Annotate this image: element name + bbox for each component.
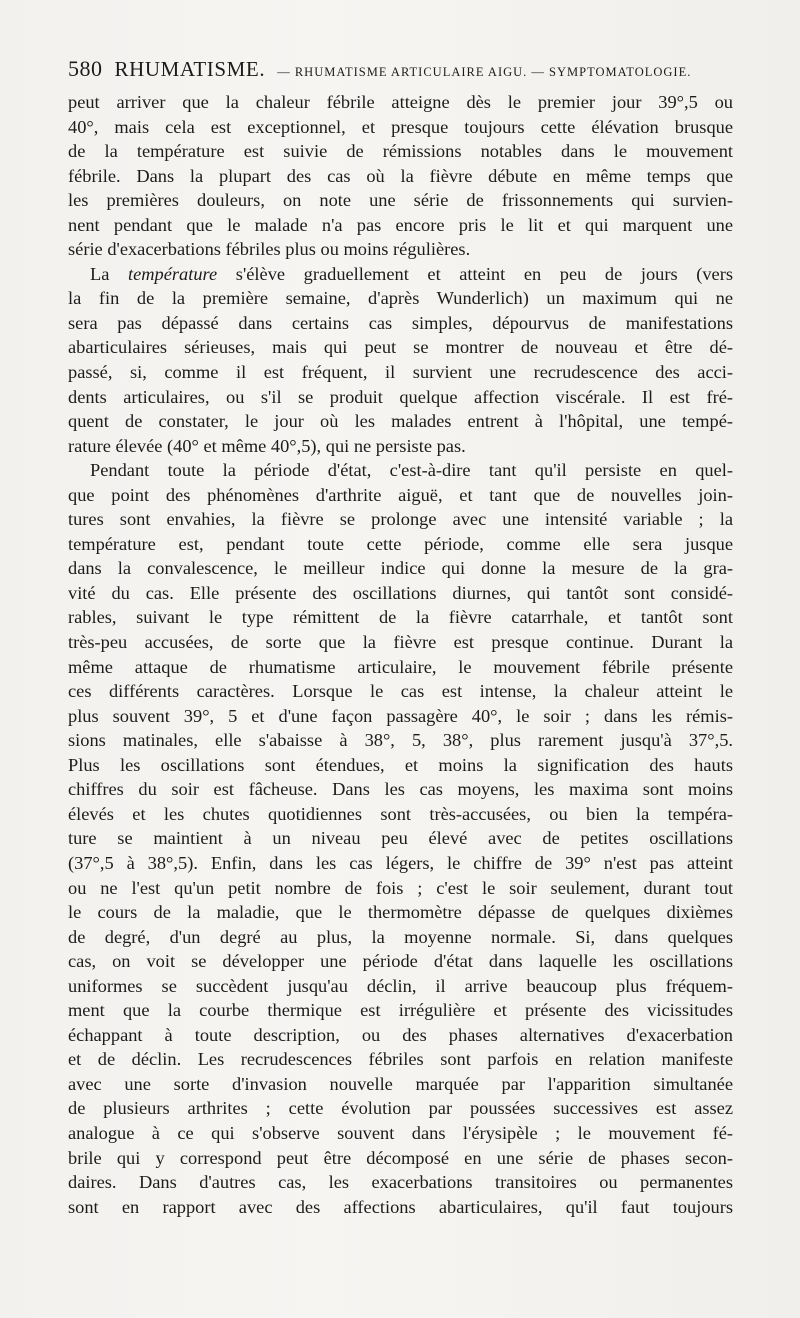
text-line: (37°,5 à 38°,5). Enfin, dans les cas légers, le chiffre de 39° n'est pas atteint xyxy=(68,852,733,873)
italic-term: température xyxy=(127,263,218,284)
text-line: cas, on voit se développer une période d'état dans laquelle les oscillations xyxy=(68,951,733,972)
text-line: plus souvent 39°, 5 et d'une façon passagère 40°, le soir ; dans les rémis- xyxy=(68,705,733,726)
text-line: vité du cas. Elle présente des oscillations diurnes, qui tantôt sont considé- xyxy=(68,582,733,603)
text-line: analogue à ce qui s'observe souvent dans l'érysipèle ; le mouvement fé- xyxy=(68,1122,733,1143)
text-line: température est, pendant toute cette période, comme elle sera jusque xyxy=(68,533,733,554)
text-line: dents articulaires, ou s'il se produit quelque affection viscérale. Il est fré- xyxy=(68,386,733,407)
text-line: de plusieurs arthrites ; cette évolution par poussées successives est assez xyxy=(68,1098,733,1119)
text-line: passé, si, comme il est fréquent, il survient une recrudescence des acci- xyxy=(68,362,733,383)
text-line: les premières douleurs, on note une série de frissonnements qui survien- xyxy=(68,190,733,211)
text-line: sont en rapport avec des affections abarticulaires, qu'il faut toujours xyxy=(68,1196,733,1217)
text-line: La température s'élève graduellement et atteint en peu de jours (vers xyxy=(90,263,733,284)
text-line: peut arriver que la chaleur fébrile atteigne dès le premier jour 39°,5 ou xyxy=(68,92,733,112)
text-line: 40°, mais cela est exceptionnel, et presque toujours cette élévation brusque xyxy=(68,116,733,137)
text-line: très-peu accusées, de sorte que la fièvre est presque continue. Durant la xyxy=(68,632,733,653)
text-line: de degré, d'un degré au plus, la moyenne normale. Si, dans quelques xyxy=(68,926,733,947)
text-line: élevés et les chutes quotidiennes sont très-accusées, ou bien la tempéra- xyxy=(68,803,733,824)
page-number: 580 xyxy=(68,56,103,81)
text-line: abarticulaires sérieuses, mais qui peut se montrer de nouveau et être dé- xyxy=(68,337,733,358)
text-line: rables, suivant le type rémittent de la fièvre catarrhale, et tantôt sont xyxy=(68,607,733,628)
text-line: uniformes se succèdent jusqu'au déclin, il arrive beaucoup plus fréquem- xyxy=(68,975,733,996)
text-line: daires. Dans d'autres cas, les exacerbations transitoires ou permanentes xyxy=(68,1172,733,1193)
header-title: RHUMATISME. xyxy=(114,57,266,81)
text-line: la fin de la première semaine, d'après Wunderlich) un maximum qui ne xyxy=(68,288,733,309)
text-line: fébrile. Dans la plupart des cas où la fièvre débute en même temps que xyxy=(68,165,733,186)
body-text xyxy=(68,90,733,1219)
text-line: brile qui y correspond peut être décomposé en une série de phases secon- xyxy=(68,1147,733,1168)
text-line: nent pendant que le malade n'a pas encore pris le lit et qui marquent une xyxy=(68,214,733,235)
text-line: échappant à toute description, ou des phases alternatives d'exacerbation xyxy=(68,1024,733,1045)
header-subtitle: — RHUMATISME ARTICULAIRE AIGU. — SYMPTOMATOLOGIE. xyxy=(277,65,692,79)
text-line: ou ne l'est qu'un petit nombre de fois ; c'est le soir seulement, durant tout xyxy=(68,877,733,898)
text-line: Pendant toute la période d'état, c'est-à-dire tant qu'il persiste en quel- xyxy=(90,460,733,481)
text-line: dans la convalescence, le meilleur indice qui donne la mesure de la gra- xyxy=(68,558,733,579)
text-line: série d'exacerbations fébriles plus ou moins régulières. xyxy=(68,239,471,260)
text-line: et de déclin. Les recrudescences fébriles sont parfois en relation manifeste xyxy=(68,1049,733,1070)
text-line: chiffres du soir est fâcheuse. Dans les cas moyens, les maxima sont moins xyxy=(68,779,733,800)
text-line: que point des phénomènes d'arthrite aiguë, et tant que de nouvelles join- xyxy=(68,484,733,505)
text-line: ture se maintient à un niveau peu élevé avec de petites oscillations xyxy=(68,828,733,849)
text-line: Plus les oscillations sont étendues, et moins la signification des hauts xyxy=(68,754,733,775)
text-line: le cours de la maladie, que le thermomètre dépasse de quelques dixièmes xyxy=(68,902,733,923)
text-line: quent de constater, le jour où les malades entrent à l'hôpital, une tempé- xyxy=(68,411,733,432)
text-line: même attaque de rhumatisme articulaire, le mouvement fébrile présente xyxy=(68,656,733,677)
text-line: de la température est suivie de rémissions notables dans le mouvement xyxy=(68,141,733,162)
text-line: sions matinales, elle s'abaisse à 38°, 5, 38°, plus rarement jusqu'à 37°,5. xyxy=(68,730,733,751)
text-line: ment que la courbe thermique est irrégulière et présente des vicissitudes xyxy=(68,1000,733,1021)
text-line: sera pas dépassé dans certains cas simples, dépourvus de manifestations xyxy=(68,312,733,333)
text-line: ces différents caractères. Lorsque le cas est intense, la chaleur atteint le xyxy=(68,681,733,702)
text-line: avec une sorte d'invasion nouvelle marquée par l'apparition simultanée xyxy=(68,1073,733,1094)
text-line: tures sont envahies, la fièvre se prolonge avec une intensité variable ; la xyxy=(68,509,733,530)
running-header xyxy=(68,56,733,84)
text-line: rature élevée (40° et même 40°,5), qui ne persiste pas. xyxy=(68,435,466,456)
